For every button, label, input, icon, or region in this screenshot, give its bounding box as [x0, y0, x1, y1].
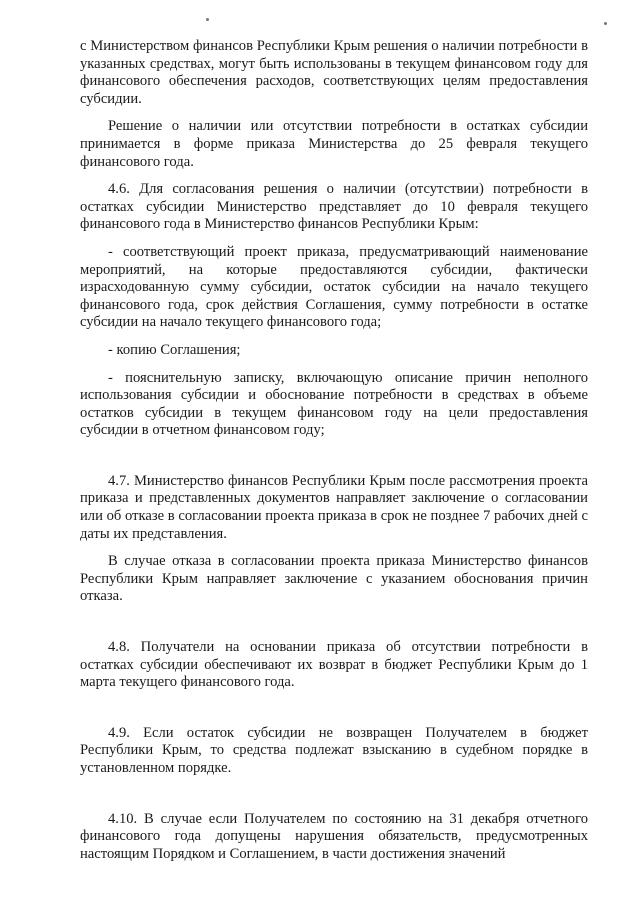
paragraph-4-8: 4.8. Получатели на основании приказа об отсутствии потребности в остатках субсидии обеспечивают их возврат в бюджет Республики Крым до 1 марта текущего финансового года. — [80, 639, 588, 691]
paragraph-4-10: 4.10. В случае если Получателем по состоянию на 31 декабря отчетного финансового года допущены нарушения обязательств, предусмотренных настоящим Порядком и Соглашением, в части достижения значений — [80, 810, 588, 862]
list-item-explanatory-note: - пояснительную записку, включающую описание причин неполного использования субсидии и обоснование потребности в средствах в объеме остатков субсидии в текущем финансовом году на цели предоставления субсидии в отчетном финансовом году; — [80, 369, 588, 439]
list-item-draft-order: - соответствующий проект приказа, предусматривающий наименование мероприятий, на которые предоставляются субсидии, фактически израсходованную сумму субсидии, остаток субсидии на начало текущего финансового года, срок действия Соглашения, сумму потребности в остатке субсидии на начало текущего финансового года; — [80, 243, 588, 331]
paragraph-refusal: В случае отказа в согласовании проекта приказа Министерство финансов Республики Крым направляет заключение с указанием обоснования причин отказа. — [80, 553, 588, 605]
list-item-agreement-copy: - копию Соглашения; — [108, 341, 241, 358]
paragraph-4-7: 4.7. Министерство финансов Республики Крым после рассмотрения проекта приказа и представленных документов направляет заключение о согласовании или об отказе в согласовании проекта приказа в срок не позднее 7 рабочих дней с даты их представления. — [80, 472, 588, 542]
paragraph-4-6: 4.6. Для согласования решения о наличии (отсутствии) потребности в остатках субсидии Министерство представляет до 10 февраля текущего финансового года в Министерство финансов Республики Крым: — [80, 181, 588, 233]
scan-speck — [206, 18, 209, 21]
document-page — [80, 38, 588, 863]
paragraph-4-9: 4.9. Если остаток субсидии не возвращен Получателем в бюджет Республики Крым, то средства подлежат взысканию в судебном порядке в установленном порядке. — [80, 724, 588, 776]
paragraph-decision: Решение о наличии или отсутствии потребности в остатках субсидии принимается в форме приказа Министерства до 25 февраля текущего финансового года. — [80, 118, 588, 170]
scan-speck — [604, 22, 607, 25]
paragraph-continuation: с Министерством финансов Республики Крым решения о наличии потребности в указанных средствах, могут быть использованы в текущем финансовом году для финансового обеспечения расходов, соответствующих целям предоставления субсидии. — [80, 38, 588, 107]
